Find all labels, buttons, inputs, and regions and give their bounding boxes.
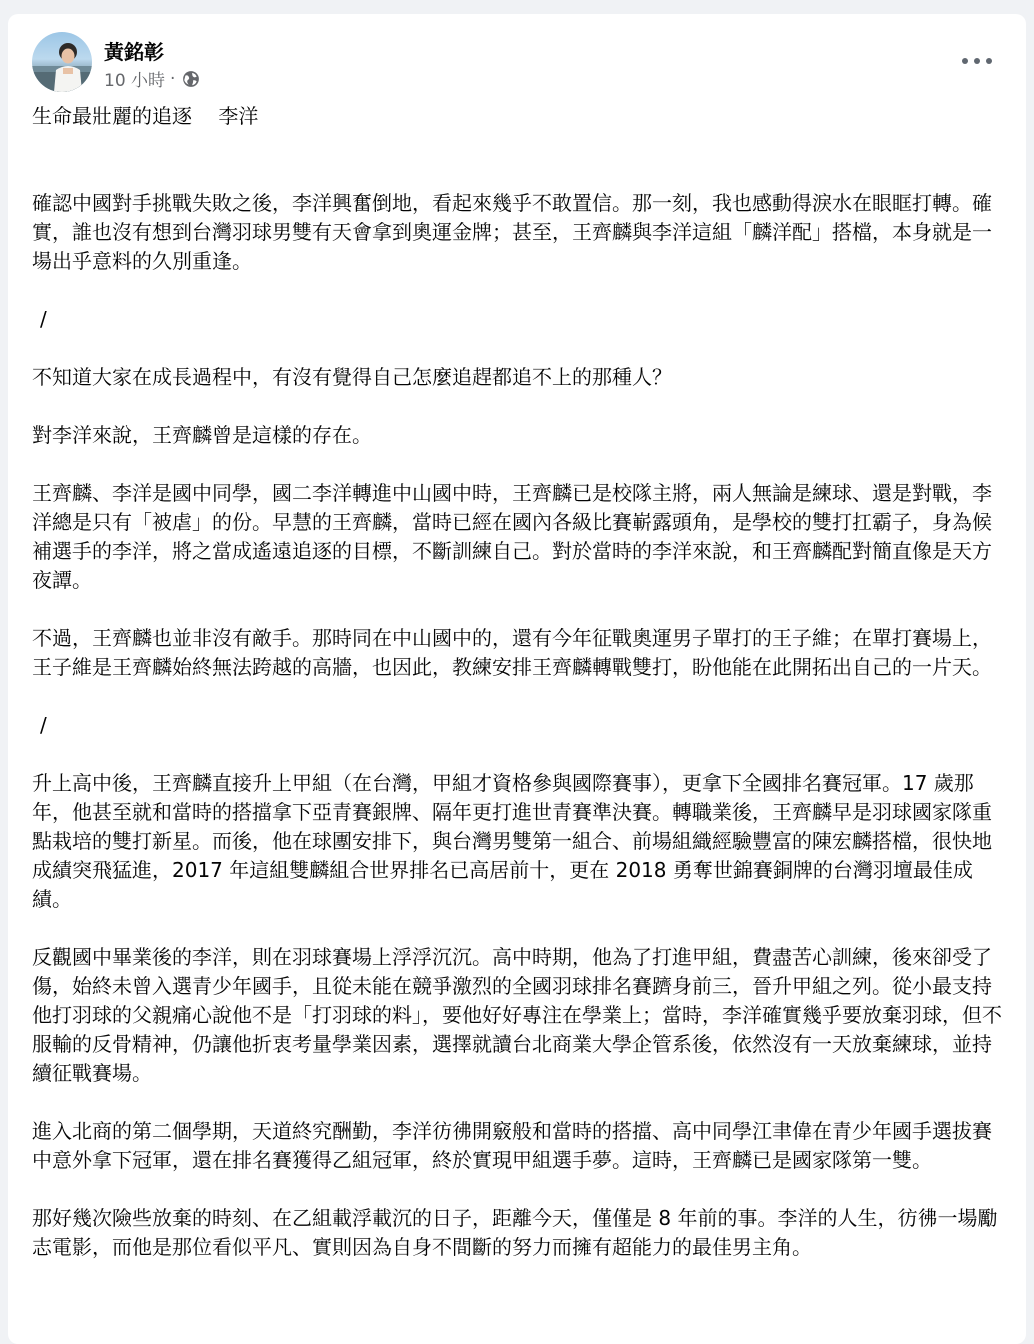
- post-paragraph: 王齊麟、李洋是國中同學，國二李洋轉進中山國中時，王齊麟已是校隊主將，兩人無論是練球、還是對戰，李洋總是只有「被虐」的份。早慧的王齊麟，當時已經在國內各級比賽嶄露頭角，是學校的雙打扛霸子，身為候補選手的李洋，將之當成遙遠追逐的目標，不斷訓練自己。對於當時的李洋來說，和王齊麟配對簡直像是天方夜譚。: [32, 481, 992, 592]
- meta-separator: ·: [170, 68, 176, 89]
- post-meta: [104, 66, 200, 91]
- post-paragraph: 不過，王齊麟也並非沒有敵手。那時同在中山國中的，還有今年征戰奧運男子單打的王子維；在單打賽場上，王子維是王齊麟始終無法跨越的高牆，也因此，教練安排王齊麟轉戰雙打，盼他能在此開拓出自己的一片天。: [32, 626, 992, 679]
- post-paragraph: 確認中國對手挑戰失敗之後，李洋興奮倒地，看起來幾乎不敢置信。那一刻，我也感動得淚水在眼眶打轉。確實，誰也沒有想到台灣羽球男雙有天會拿到奧運金牌；甚至，王齊麟與李洋這組「麟洋配」搭檔，本身就是一場出乎意料的久別重逢。: [32, 191, 992, 273]
- more-options-dot: [974, 58, 980, 64]
- more-options-dot: [986, 58, 992, 64]
- avatar[interactable]: [32, 32, 92, 92]
- post-paragraph: 不知道大家在成長過程中，有沒有覺得自己怎麼追趕都追不上的那種人？: [32, 365, 672, 389]
- globe-icon[interactable]: [182, 70, 200, 88]
- post-paragraph: 那好幾次險些放棄的時刻、在乙組載浮載沉的日子，距離今天，僅僅是 8 年前的事。李洋的人生，彷彿一場勵志電影，而他是那位看似平凡、實則因為自身不間斷的努力而擁有超能力的最佳男主角。: [32, 1206, 998, 1259]
- post-body: [32, 102, 1004, 1262]
- post-card: [8, 14, 1026, 1344]
- post-paragraph: 升上高中後，王齊麟直接升上甲組（在台灣，甲組才資格參與國際賽事），更拿下全國排名賽冠軍。17 歲那年，他甚至就和當時的搭擋拿下亞青賽銀牌、隔年更打進世青賽準決賽。轉職業後，王齊麟早是羽球國家隊重點栽培的雙打新星。而後，他在球團安排下，與台灣男雙第一組合、前場組織經驗豐富的陳宏麟搭檔，很快地成績突飛猛進，2017 年這組雙麟組合世界排名已高居前十，更在 2018 勇奪世錦賽銅牌的台灣羽壇最佳成績。: [32, 771, 992, 911]
- section-divider: /: [40, 307, 47, 331]
- author-name[interactable]: 黃銘彰: [104, 40, 164, 64]
- post-paragraph: 對李洋來說，王齊麟曾是這樣的存在。: [32, 423, 372, 447]
- post-paragraph: 反觀國中畢業後的李洋，則在羽球賽場上浮浮沉沉。高中時期，他為了打進甲組，費盡苦心訓練，後來卻受了傷，始終未曾入選青少年國手，且從未能在競爭激烈的全國羽球排名賽躋身前三，晉升甲組之列。從小最支持他打羽球的父親痛心說他不是「打羽球的料」，要他好好專注在學業上；當時，李洋確實幾乎要放棄羽球，但不服輸的反骨精神，仍讓他折衷考量學業因素，選擇就讀台北商業大學企管系後，依然沒有一天放棄練球，並持續征戰賽場。: [32, 945, 1002, 1085]
- post-title: 生命最壯麗的追逐 李洋: [32, 104, 259, 128]
- more-options-button[interactable]: [962, 54, 992, 68]
- avatar-photo-icon: [32, 32, 92, 92]
- section-divider: /: [40, 713, 47, 737]
- post-paragraph: 進入北商的第二個學期，天道終究酬勤，李洋彷彿開竅般和當時的搭擋、高中同學江聿偉在青少年國手選拔賽中意外拿下冠軍，還在排名賽獲得乙組冠軍，終於實現甲組選手夢。這時，王齊麟已是國家隊第一雙。: [32, 1119, 992, 1172]
- post-timestamp[interactable]: 10 小時: [104, 71, 166, 91]
- more-options-dot: [962, 58, 968, 64]
